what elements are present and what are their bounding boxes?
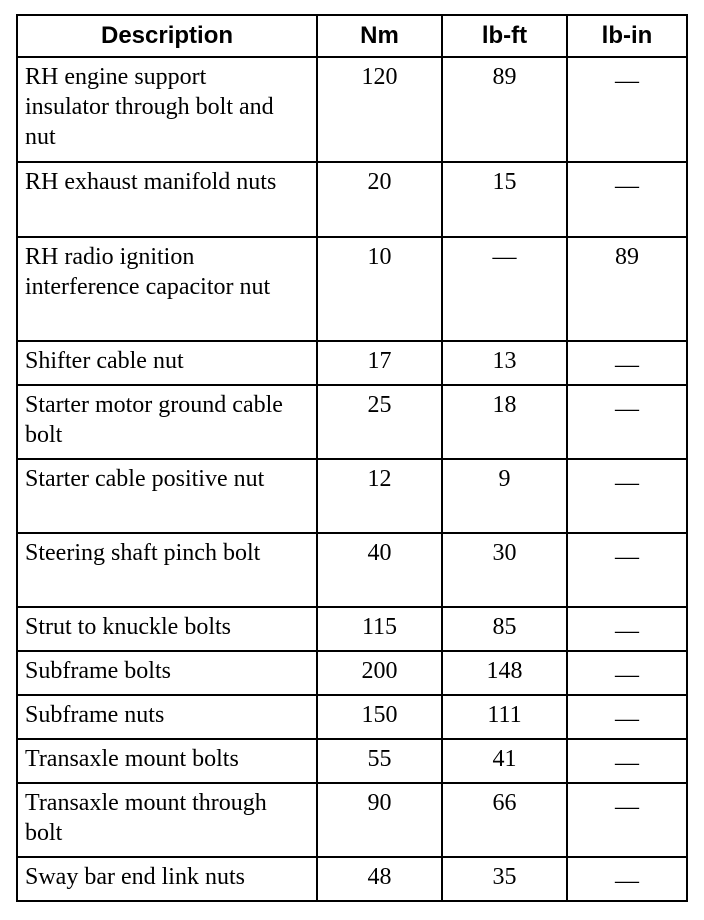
cell-lb-in: — [567, 607, 687, 651]
table-row [17, 857, 687, 901]
cell-description: Subframe nuts [17, 695, 317, 739]
header-lb-in: lb-in [567, 15, 687, 57]
cell-lb-ft: 66 [442, 783, 567, 857]
cell-nm: 10 [317, 237, 442, 341]
table-row [17, 459, 687, 533]
table-row [17, 783, 687, 857]
cell-lb-ft: 111 [442, 695, 567, 739]
cell-nm: 48 [317, 857, 442, 901]
cell-lb-in: — [567, 651, 687, 695]
cell-nm: 90 [317, 783, 442, 857]
cell-nm: 20 [317, 162, 442, 237]
cell-lb-in: 89 [567, 237, 687, 341]
cell-nm: 25 [317, 385, 442, 459]
table-row [17, 385, 687, 459]
cell-nm: 120 [317, 57, 442, 162]
table-row [17, 739, 687, 783]
cell-description: RH radio ignition interference capacitor nut [17, 237, 317, 341]
cell-description: Shifter cable nut [17, 341, 317, 385]
table-row [17, 533, 687, 607]
cell-lb-ft: 15 [442, 162, 567, 237]
cell-lb-in: — [567, 783, 687, 857]
cell-lb-ft: 89 [442, 57, 567, 162]
cell-lb-in: — [567, 385, 687, 459]
cell-lb-in: — [567, 459, 687, 533]
torque-spec-table [16, 14, 688, 902]
cell-nm: 150 [317, 695, 442, 739]
cell-description: Sway bar end link nuts [17, 857, 317, 901]
cell-nm: 55 [317, 739, 442, 783]
cell-lb-ft: 41 [442, 739, 567, 783]
cell-lb-in: — [567, 695, 687, 739]
cell-lb-in: — [567, 739, 687, 783]
cell-description: Starter cable positive nut [17, 459, 317, 533]
table-row [17, 651, 687, 695]
cell-nm: 17 [317, 341, 442, 385]
cell-lb-ft: 35 [442, 857, 567, 901]
cell-description: Transaxle mount bolts [17, 739, 317, 783]
cell-description: Transaxle mount through bolt [17, 783, 317, 857]
cell-description: Starter motor ground cable bolt [17, 385, 317, 459]
table-row [17, 237, 687, 341]
cell-lb-in: — [567, 162, 687, 237]
cell-lb-ft: 30 [442, 533, 567, 607]
cell-nm: 200 [317, 651, 442, 695]
cell-description: Subframe bolts [17, 651, 317, 695]
cell-description: Steering shaft pinch bolt [17, 533, 317, 607]
cell-lb-in: — [567, 57, 687, 162]
cell-lb-ft: 9 [442, 459, 567, 533]
cell-description: RH exhaust manifold nuts [17, 162, 317, 237]
cell-lb-ft: 13 [442, 341, 567, 385]
cell-nm: 12 [317, 459, 442, 533]
cell-lb-in: — [567, 857, 687, 901]
cell-nm: 115 [317, 607, 442, 651]
header-description: Description [17, 15, 317, 57]
cell-lb-ft: 148 [442, 651, 567, 695]
cell-lb-ft: 18 [442, 385, 567, 459]
header-lb-ft: lb-ft [442, 15, 567, 57]
cell-lb-ft: — [442, 237, 567, 341]
table-row [17, 57, 687, 162]
table-row [17, 607, 687, 651]
table-row [17, 162, 687, 237]
table-row [17, 695, 687, 739]
table-header-row [17, 15, 687, 57]
cell-lb-in: — [567, 341, 687, 385]
header-nm: Nm [317, 15, 442, 57]
cell-lb-ft: 85 [442, 607, 567, 651]
cell-description: Strut to knuckle bolts [17, 607, 317, 651]
cell-description: RH engine support insulator through bolt and nut [17, 57, 317, 162]
table-row [17, 341, 687, 385]
cell-nm: 40 [317, 533, 442, 607]
cell-lb-in: — [567, 533, 687, 607]
